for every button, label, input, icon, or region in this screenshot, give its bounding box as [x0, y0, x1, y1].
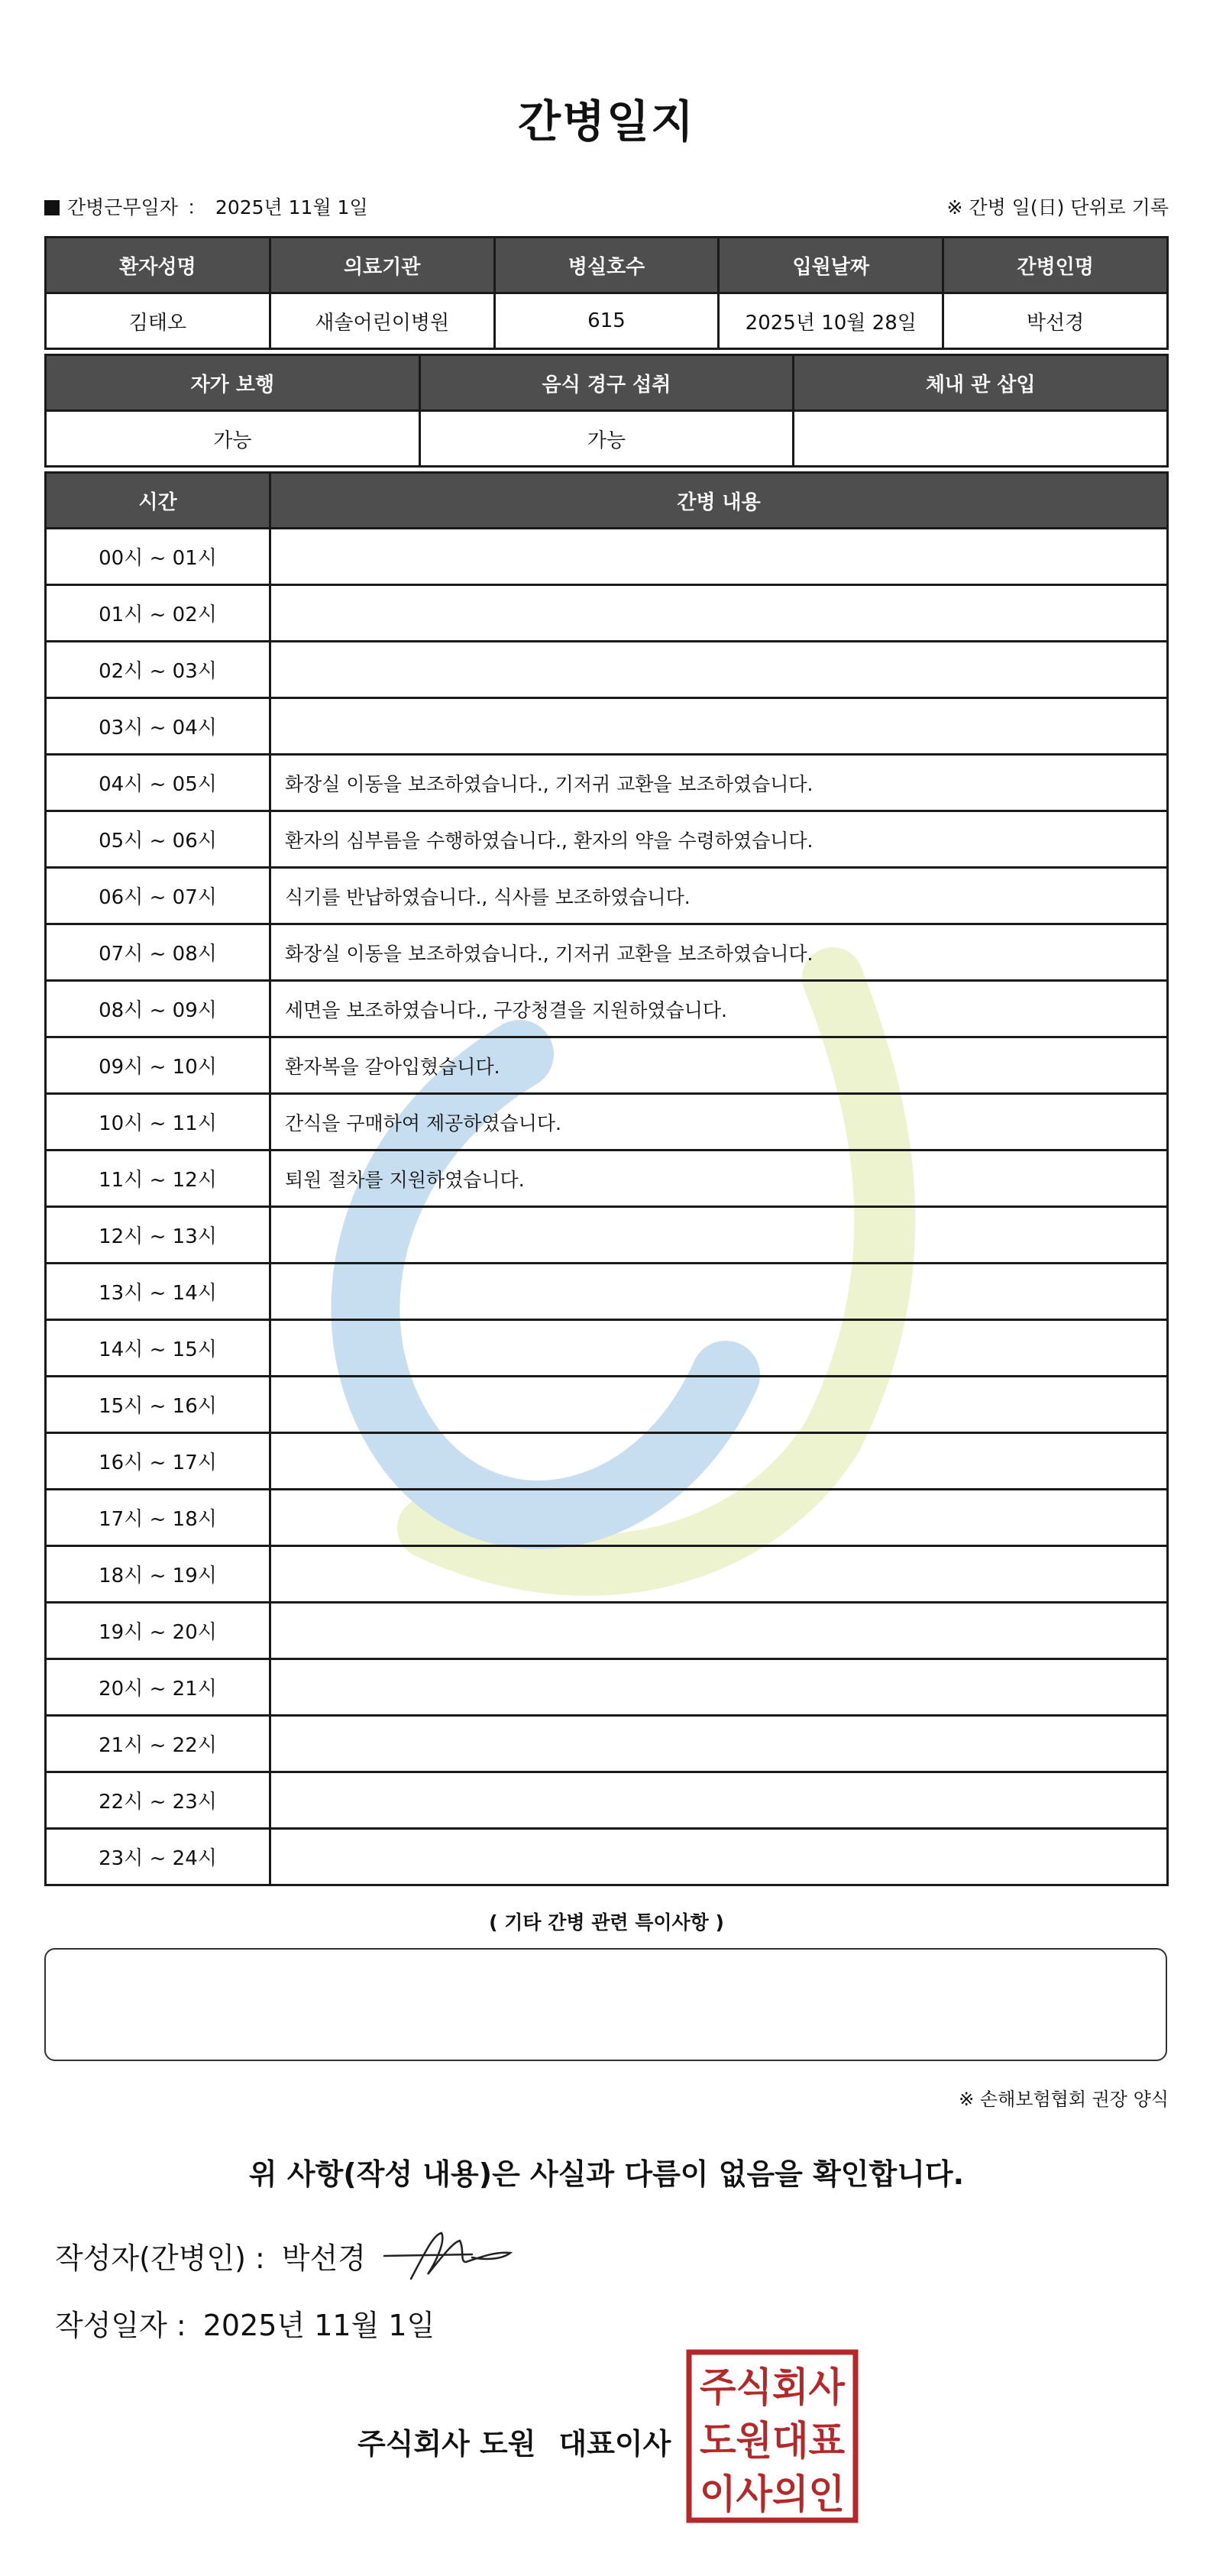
- care-log-row: [46, 698, 1168, 755]
- status-header-row: [46, 355, 1168, 411]
- care-log-content: [270, 529, 1168, 585]
- care-log-row: [46, 1716, 1168, 1772]
- patient-info-header-row: [46, 238, 1168, 293]
- care-log-row: [46, 1207, 1168, 1264]
- svg-text:이사의인: 이사의인: [700, 2472, 845, 2518]
- care-log-row: [46, 981, 1168, 1037]
- work-date-label: 간병근무일자: [67, 196, 178, 218]
- care-log-time: 11시 ~ 12시: [46, 1150, 270, 1207]
- hospital-value: 새솔어린이병원: [270, 293, 494, 349]
- tube-insertion-value: [794, 411, 1168, 467]
- care-log-row: [46, 1037, 1168, 1094]
- confirmation-statement: 위 사항(작성 내용)은 사실과 다름이 없음을 확인합니다.: [248, 2157, 965, 2191]
- care-log-time: 19시 ~ 20시: [46, 1603, 270, 1659]
- work-date-value: 2025년 11월 1일: [215, 196, 368, 218]
- care-log-content: 퇴원 절차를 지원하였습니다.: [270, 1150, 1168, 1207]
- care-log-content: [270, 1716, 1168, 1772]
- self-walking-value: 가능: [46, 411, 420, 467]
- header-self-walking: 자가 보행: [46, 355, 420, 411]
- care-log-row: [46, 1546, 1168, 1603]
- header-oral-intake: 음식 경구 섭취: [419, 355, 794, 411]
- record-note-text: 간병 일(日) 단위로 기록: [969, 196, 1169, 218]
- care-log-row: [46, 1377, 1168, 1433]
- work-date-separator: ：: [186, 196, 206, 218]
- writer-name: 박선경: [281, 2241, 366, 2275]
- care-log-row: [46, 1603, 1168, 1659]
- signature-image: [380, 2219, 533, 2288]
- date-value: 2025년 11월 1일: [202, 2309, 435, 2342]
- header-patient-name: 환자성명: [46, 238, 270, 293]
- care-log-content: [270, 1264, 1168, 1320]
- header-care-content: 간병 내용: [270, 473, 1168, 529]
- patient-info-table: [44, 236, 1169, 350]
- header-room-number: 병실호수: [494, 238, 719, 293]
- care-log-content: [270, 1490, 1168, 1546]
- care-log-time: 08시 ~ 09시: [46, 981, 270, 1037]
- company-seal: [686, 2349, 859, 2523]
- care-log-content: [270, 642, 1168, 698]
- care-log-time: 10시 ~ 11시: [46, 1094, 270, 1150]
- care-log-row: [46, 1829, 1168, 1885]
- care-log-time: 16시 ~ 17시: [46, 1433, 270, 1490]
- care-log-content: 화장실 이동을 보조하였습니다., 기저귀 교환을 보조하였습니다.: [270, 755, 1168, 811]
- svg-text:도원대표: 도원대표: [700, 2419, 845, 2464]
- patient-info-value-row: [46, 293, 1168, 349]
- care-log-row: [46, 1433, 1168, 1490]
- care-log-content: [270, 1377, 1168, 1433]
- care-log-row: [46, 868, 1168, 924]
- room-number-value: 615: [494, 293, 719, 349]
- care-log-time: 00시 ~ 01시: [46, 529, 270, 585]
- reference-mark: ※: [946, 196, 963, 218]
- caregiver-name-value: 박선경: [943, 293, 1168, 349]
- page-title: 간병일지: [517, 95, 696, 147]
- date-label: 작성일자 :: [55, 2309, 186, 2342]
- care-log-time: 13시 ~ 14시: [46, 1264, 270, 1320]
- care-log-time: 09시 ~ 10시: [46, 1037, 270, 1094]
- company-line: [357, 2420, 671, 2462]
- care-log-row: [46, 529, 1168, 585]
- care-log-header-row: [46, 473, 1168, 529]
- writer-line: [55, 2235, 366, 2277]
- care-log-time: 14시 ~ 15시: [46, 1320, 270, 1377]
- care-log-content: [270, 585, 1168, 642]
- care-log-time: 18시 ~ 19시: [46, 1546, 270, 1603]
- care-log-content: 화장실 이동을 보조하였습니다., 기저귀 교환을 보조하였습니다.: [270, 924, 1168, 981]
- care-log-row: [46, 811, 1168, 868]
- care-log-time: 01시 ~ 02시: [46, 585, 270, 642]
- care-log-time: 21시 ~ 22시: [46, 1716, 270, 1772]
- company-title: 대표이사: [558, 2427, 671, 2461]
- care-log-time: 04시 ~ 05시: [46, 755, 270, 811]
- care-log-row: [46, 924, 1168, 981]
- patient-status-table: [44, 354, 1169, 468]
- header-time: 시간: [46, 473, 270, 529]
- care-log-time: 15시 ~ 16시: [46, 1377, 270, 1433]
- care-log-row: [46, 642, 1168, 698]
- care-log-content: [270, 698, 1168, 755]
- work-date-info: [44, 193, 368, 220]
- care-log-time: 12시 ~ 13시: [46, 1207, 270, 1264]
- care-log-time: 17시 ~ 18시: [46, 1490, 270, 1546]
- care-log-content: [270, 1433, 1168, 1490]
- care-log-body: [46, 529, 1168, 1885]
- care-log-row: [46, 1659, 1168, 1716]
- recommendation-note: ※ 손해보험협회 권장 양식: [959, 2089, 1169, 2110]
- care-log-content: [270, 1207, 1168, 1264]
- record-note: [946, 193, 1169, 220]
- special-notes-label: ( 기타 간병 관련 특이사항 ): [489, 1911, 724, 1934]
- company-name: 주식회사 도원: [357, 2427, 536, 2461]
- care-log-content: 환자복을 갈아입혔습니다.: [270, 1037, 1168, 1094]
- date-line: [55, 2302, 435, 2344]
- care-log-time: 03시 ~ 04시: [46, 698, 270, 755]
- writer-label: 작성자(간병인) :: [55, 2241, 265, 2275]
- care-log-row: [46, 1772, 1168, 1829]
- header-hospital: 의료기관: [270, 238, 494, 293]
- patient-name-value: 김태오: [46, 293, 270, 349]
- care-log-time: 20시 ~ 21시: [46, 1659, 270, 1716]
- meta-row: [44, 193, 1169, 223]
- care-log-row: [46, 1490, 1168, 1546]
- care-log-time: 23시 ~ 24시: [46, 1829, 270, 1885]
- admission-date-value: 2025년 10월 28일: [719, 293, 943, 349]
- header-caregiver-name: 간병인명: [943, 238, 1168, 293]
- status-value-row: [46, 411, 1168, 467]
- care-log-content: [270, 1320, 1168, 1377]
- care-log-time: 22시 ~ 23시: [46, 1772, 270, 1829]
- care-log-content: 세면을 보조하였습니다., 구강청결을 지원하였습니다.: [270, 981, 1168, 1037]
- care-log-content: 환자의 심부름을 수행하였습니다., 환자의 약을 수령하였습니다.: [270, 811, 1168, 868]
- care-log-content: [270, 1772, 1168, 1829]
- care-log-row: [46, 1264, 1168, 1320]
- oral-intake-value: 가능: [419, 411, 794, 467]
- care-log-content: [270, 1603, 1168, 1659]
- care-log-row: [46, 1094, 1168, 1150]
- special-notes-box: [44, 1948, 1167, 2061]
- care-log-row: [46, 1150, 1168, 1207]
- black-square-icon: [44, 200, 60, 215]
- care-log-row: [46, 585, 1168, 642]
- header-tube-insertion: 체내 관 삽입: [794, 355, 1168, 411]
- care-log-content: 간식을 구매하여 제공하였습니다.: [270, 1094, 1168, 1150]
- care-log-time: 07시 ~ 08시: [46, 924, 270, 981]
- header-admission-date: 입원날짜: [719, 238, 943, 293]
- care-log-row: [46, 1320, 1168, 1377]
- care-log-content: [270, 1546, 1168, 1603]
- care-log-table: [44, 471, 1169, 1886]
- care-log-time: 05시 ~ 06시: [46, 811, 270, 868]
- care-log-time: 06시 ~ 07시: [46, 868, 270, 924]
- care-log-time: 02시 ~ 03시: [46, 642, 270, 698]
- care-log-content: [270, 1829, 1168, 1885]
- care-log-content: [270, 1659, 1168, 1716]
- svg-text:주식회사: 주식회사: [700, 2365, 846, 2411]
- care-log-content: 식기를 반납하였습니다., 식사를 보조하였습니다.: [270, 868, 1168, 924]
- care-log-row: [46, 755, 1168, 811]
